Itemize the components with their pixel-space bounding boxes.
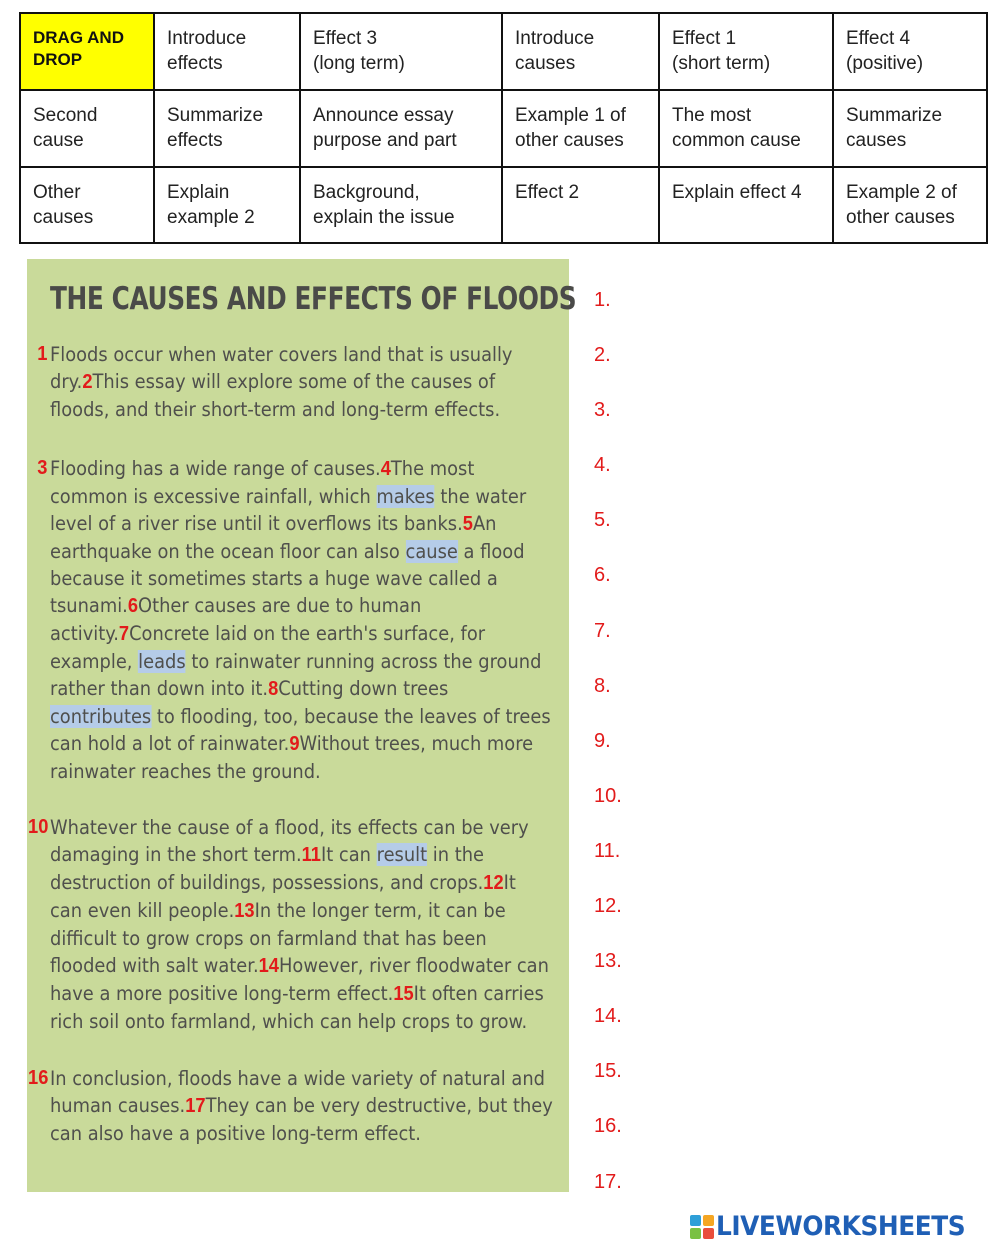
essay-paragraph-intro [37, 341, 553, 423]
answer-drop-zones [594, 287, 622, 1224]
sentence-marker: 4 [380, 458, 391, 480]
logo-square [690, 1215, 701, 1226]
sentence-marker: 9 [289, 733, 300, 755]
sentence: a flood because it sometimes starts a huge wave called a tsunami. [50, 540, 525, 617]
sentence: to flooding, too, because the leaves of trees can hold a lot of rainwater. [50, 705, 551, 755]
sentence-marker: 5 [462, 513, 473, 535]
drop-zone[interactable]: 14. [594, 1005, 622, 1028]
sentence-marker: 17 [185, 1095, 206, 1117]
highlighted-word: cause [405, 540, 458, 563]
option-effect-1[interactable]: Effect 1 (short term) [659, 13, 833, 90]
sentence: Without trees, much more rainwater reaches the ground. [50, 732, 534, 783]
sentence: In the longer term, it can be difficult to grow crops on farmland that has been flooded with salt water. [50, 899, 506, 977]
drag-drop-table [19, 12, 988, 244]
sentence: It can even kill people. [50, 871, 516, 922]
option-example-1-other-causes[interactable]: Example 1 of other causes [502, 90, 659, 167]
option-explain-effect-4[interactable]: Explain effect 4 [659, 167, 833, 243]
drop-zone[interactable]: 12. [594, 895, 622, 918]
drop-zone[interactable]: 10. [594, 784, 622, 807]
highlighted-word: makes [376, 485, 435, 508]
option-introduce-causes[interactable]: Introduce causes [502, 13, 659, 90]
option-second-cause[interactable]: Second cause [20, 90, 154, 167]
sentence: In conclusion, floods have a wide variety of natural and human causes. [50, 1067, 546, 1117]
option-most-common-cause[interactable]: The most common cause [659, 90, 833, 167]
drop-zone[interactable]: 4. [594, 454, 611, 477]
sentence: However, river floodwater can have a more positive long-term effect. [50, 954, 549, 1005]
sentence: This essay will explore some of the causes of floods, and their short-term and long-term effects. [50, 370, 501, 421]
sentence-marker: 6 [127, 595, 139, 617]
sentence-marker: 10 [28, 816, 49, 838]
drop-zone[interactable]: 7. [594, 619, 611, 642]
logo-text: LIVEWORKSHEETS [716, 1211, 966, 1242]
sentence: to rainwater running across the ground rather than down into it. [50, 650, 542, 700]
sentence-marker: 15 [393, 983, 414, 1005]
sentence-marker: 1 [37, 343, 48, 365]
drop-zone[interactable]: 8. [594, 674, 611, 697]
sentence: The most common is excessive rainfall, which [50, 457, 475, 508]
sentence: Whatever the cause of a flood, its effects can be very damaging in the short term. [50, 816, 529, 866]
drop-zone[interactable]: 1. [594, 289, 611, 311]
sentence: Other causes are due to human activity. [50, 594, 422, 645]
drop-zone[interactable]: 9. [594, 729, 611, 752]
option-introduce-effects[interactable]: Introduce effects [154, 13, 300, 90]
liveworksheets-logo-icon [690, 1215, 714, 1239]
option-explain-example-2[interactable]: Explain example 2 [154, 167, 300, 243]
sentence: in the destruction of buildings, possessions, and crops. [50, 843, 485, 894]
option-background[interactable]: Background, explain the issue [300, 167, 502, 243]
sentence: It often carries rich soil onto farmland, which can help crops to grow. [50, 982, 544, 1033]
sentence-marker: 14 [258, 955, 279, 977]
logo-square [703, 1228, 714, 1239]
sentence: It can [320, 843, 377, 866]
sentence: the water level of a river rise until it overflows its banks. [50, 485, 527, 535]
option-effect-4[interactable]: Effect 4 (positive) [833, 13, 987, 90]
drop-zone[interactable]: 6. [594, 564, 611, 587]
option-announce-purpose[interactable]: Announce essay purpose and part [300, 90, 502, 167]
highlighted-word: result [376, 843, 428, 866]
sentence: An earthquake on the ocean floor can also [50, 512, 497, 563]
drop-zone[interactable]: 16. [594, 1115, 622, 1138]
highlighted-word: leads [138, 650, 186, 673]
option-summarize-causes[interactable]: Summarize causes [833, 90, 987, 167]
drop-zone[interactable]: 11. [594, 839, 621, 862]
sentence: Concrete laid on the earth's surface, for example, [50, 622, 486, 673]
highlighted-word: contributes [50, 705, 152, 728]
essay-panel [27, 259, 577, 1192]
drop-zone[interactable]: 17. [594, 1170, 622, 1193]
option-example-2-other-causes[interactable]: Example 2 of other causes [833, 167, 987, 243]
drop-zone[interactable]: 13. [594, 950, 622, 973]
sentence-marker: 13 [234, 900, 255, 922]
sentence: Cutting down trees [278, 677, 449, 700]
sentence: They can be very destructive, but they can also have a positive long-term effect. [50, 1094, 553, 1145]
liveworksheets-logo [690, 1211, 987, 1242]
drop-zone[interactable]: 2. [594, 344, 611, 367]
sentence-marker: 2 [82, 371, 93, 393]
logo-square [703, 1215, 714, 1226]
option-summarize-effects[interactable]: Summarize effects [154, 90, 300, 167]
option-effect-3[interactable]: Effect 3 (long term) [300, 13, 502, 90]
sentence-marker: 16 [28, 1067, 49, 1089]
drop-zone[interactable]: 15. [594, 1060, 622, 1083]
option-effect-2[interactable]: Effect 2 [502, 167, 659, 243]
essay-paragraph-effects [28, 814, 553, 1035]
drop-zone[interactable]: 5. [594, 509, 611, 532]
sentence-marker: 11 [301, 844, 321, 866]
sentence: Floods occur when water covers land that is usually dry. [50, 343, 513, 393]
drag-drop-title: DRAG AND DROP [20, 13, 154, 90]
essay-paragraph-causes [37, 455, 553, 785]
sentence-marker: 3 [37, 457, 48, 479]
option-other-causes[interactable]: Other causes [20, 167, 154, 243]
logo-square [690, 1228, 701, 1239]
sentence-marker: 8 [268, 678, 279, 700]
sentence-marker: 7 [118, 623, 130, 645]
essay-paragraph-conclusion [28, 1065, 553, 1147]
essay-title: THE CAUSES AND EFFECTS OF FLOODS [50, 281, 577, 317]
sentence-marker: 12 [483, 872, 504, 894]
sentence: Flooding has a wide range of causes. [50, 457, 381, 480]
drop-zone[interactable]: 3. [594, 399, 611, 422]
